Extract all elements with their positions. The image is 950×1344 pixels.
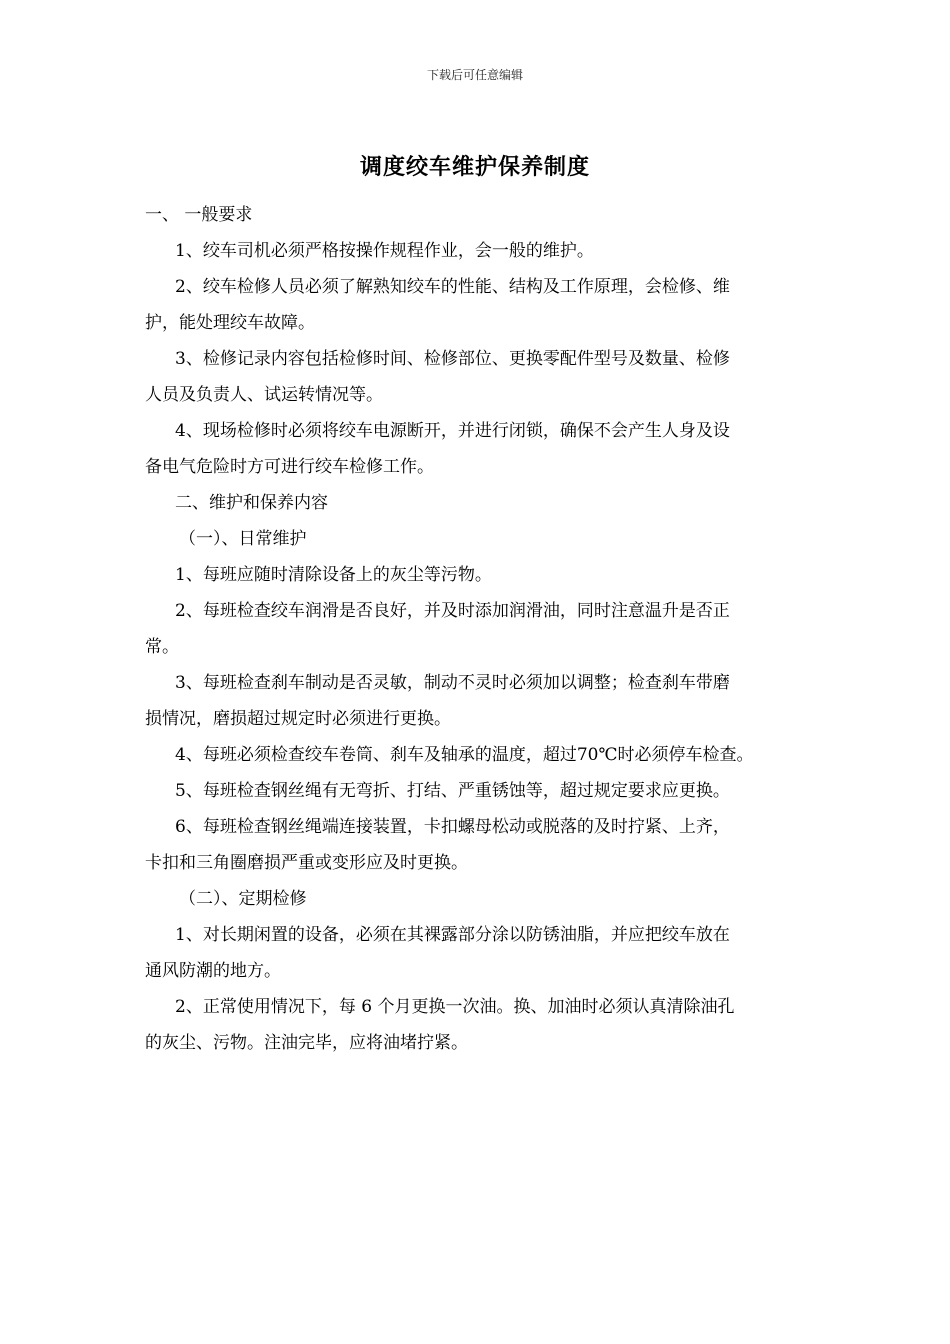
paragraph-line: 1、绞车司机必须严格按操作规程作业，会一般的维护。 [175,241,594,261]
paragraph-line: 备电气危险时方可进行绞车检修工作。 [145,457,434,477]
section-heading-maintenance-content: 二、维护和保养内容 [175,493,328,513]
page-header-note: 下载后可任意编辑 [426,68,523,82]
paragraph-line: 损情况，磨损超过规定时必须进行更换。 [145,709,451,729]
paragraph-line: 常。 [145,637,179,657]
paragraph-line: 2、每班检查绞车润滑是否良好，并及时添加润滑油，同时注意温升是否正 [175,601,730,621]
subsection-heading-periodic-overhaul: （二）、定期检修 [179,889,307,909]
paragraph-line: 5、每班检查钢丝绳有无弯折、打结、严重锈蚀等，超过规定要求应更换。 [175,781,730,801]
paragraph-line: 4、现场检修时必须将绞车电源断开，并进行闭锁，确保不会产生人身及设 [175,421,730,441]
paragraph-line: 卡扣和三角圈磨损严重或变形应及时更换。 [145,853,468,873]
paragraph-line: 6、每班检查钢丝绳端连接装置，卡扣螺母松动或脱落的及时拧紧、上齐， [175,817,730,837]
paragraph-line: 人员及负责人、试运转情况等。 [145,385,383,405]
document-body [145,197,810,1061]
document-title: 调度绞车维护保养制度 [359,155,590,180]
section-heading-general-requirements: 一、 一般要求 [145,205,253,225]
paragraph-line: 2、绞车检修人员必须了解熟知绞车的性能、结构及工作原理，会检修、维 [175,277,730,297]
paragraph-line: 2、正常使用情况下，每 6 个月更换一次油。换、加油时必须认真清除油孔 [175,997,735,1017]
paragraph-line: 通风防潮的地方。 [145,961,281,981]
paragraph-line: 3、检修记录内容包括检修时间、检修部位、更换零配件型号及数量、检修 [175,349,730,369]
paragraph-line: 4、每班必须检查绞车卷筒、刹车及轴承的温度，超过70℃时必须停车检查。 [175,745,754,765]
paragraph-line: 3、每班检查刹车制动是否灵敏，制动不灵时必须加以调整；检查刹车带磨 [175,673,730,693]
subsection-heading-daily-maintenance: （一）、日常维护 [179,529,307,549]
paragraph-line: 的灰尘、污物。注油完毕，应将油堵拧紧。 [145,1033,468,1053]
paragraph-line: 护，能处理绞车故障。 [145,313,315,333]
paragraph-line: 1、每班应随时清除设备上的灰尘等污物。 [175,565,492,585]
paragraph-line: 1、对长期闲置的设备，必须在其裸露部分涂以防锈油脂，并应把绞车放在 [175,925,730,945]
